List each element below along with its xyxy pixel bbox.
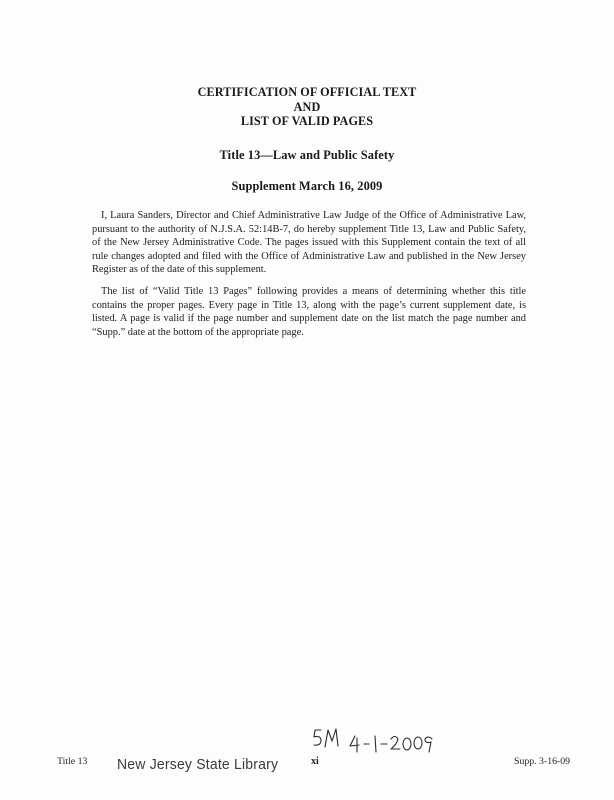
page-number: xi — [311, 756, 319, 767]
certification-heading — [0, 85, 614, 129]
title-heading: Title 13—Law and Public Safety — [219, 148, 395, 162]
library-stamp: New Jersey State Library — [117, 755, 279, 773]
footer-title: Title 13 — [57, 756, 88, 767]
heading-line-3: LIST OF VALID PAGES — [240, 114, 374, 128]
paragraph-valid-pages: The list of “Valid Title 13 Pages” following provides a means of determining whether this title contains the proper pages. Every page in Title 13, along with the page’s current supplement date, is listed. A page is valid if the page number and supplement date on the list match the page number and “Supp.” date at the bottom of the appropriate page. — [92, 286, 526, 338]
heading-line-2: AND — [293, 99, 321, 114]
footer-supplement-date: Supp. 3-16-09 — [514, 756, 571, 767]
heading-line-1: CERTIFICATION OF OFFICIAL TEXT — [197, 85, 417, 99]
supplement-date-heading: Supplement March 16, 2009 — [231, 179, 383, 193]
handwritten-note — [311, 722, 471, 762]
paragraph-certification: I, Laura Sanders, Director and Chief Administrative Law Judge of the Office of Administrative Law, pursuant to the authority of N.J.S.A. 52:14B-7, do hereby supplement Title 13, Law and Public Safety, of the New Jersey Administrative Code. The pages issued with this Supplement contain the text of all rule changes adopted and filed with the Office of Administrative Law and published in the New Jersey Register as of the date of this supplement. — [92, 210, 526, 276]
